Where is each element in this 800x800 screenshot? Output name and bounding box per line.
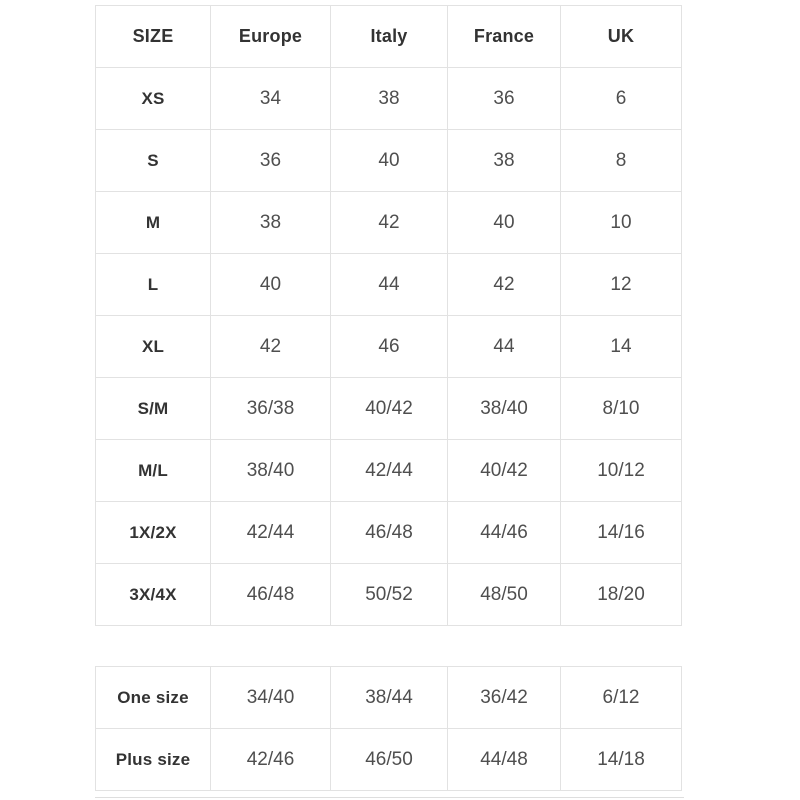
value-cell: 10 bbox=[561, 192, 682, 254]
value-cell: 34 bbox=[211, 68, 331, 130]
value-cell: 42 bbox=[211, 316, 331, 378]
value-cell: 40 bbox=[448, 192, 561, 254]
value-cell: 38/40 bbox=[211, 440, 331, 502]
value-cell: 42/44 bbox=[211, 502, 331, 564]
size-label-cell: L bbox=[96, 254, 211, 316]
value-cell: 46/48 bbox=[331, 502, 448, 564]
value-cell: 42/44 bbox=[331, 440, 448, 502]
header-row bbox=[96, 6, 682, 68]
table-row bbox=[96, 729, 682, 791]
special-sizes-table-container bbox=[95, 666, 682, 791]
table-row bbox=[96, 564, 682, 626]
value-cell: 6 bbox=[561, 68, 682, 130]
table-row bbox=[96, 667, 682, 729]
special-sizes-table bbox=[95, 666, 682, 791]
value-cell: 44 bbox=[448, 316, 561, 378]
value-cell: 34/40 bbox=[211, 667, 331, 729]
value-cell: 10/12 bbox=[561, 440, 682, 502]
bottom-shadow-divider bbox=[95, 797, 684, 798]
value-cell: 14/16 bbox=[561, 502, 682, 564]
value-cell: 46/48 bbox=[211, 564, 331, 626]
value-cell: 44/46 bbox=[448, 502, 561, 564]
header-cell-france: France bbox=[448, 6, 561, 68]
value-cell: 36/38 bbox=[211, 378, 331, 440]
value-cell: 8/10 bbox=[561, 378, 682, 440]
value-cell: 36/42 bbox=[448, 667, 561, 729]
header-cell-uk: UK bbox=[561, 6, 682, 68]
table-row bbox=[96, 316, 682, 378]
value-cell: 38/40 bbox=[448, 378, 561, 440]
value-cell: 36 bbox=[448, 68, 561, 130]
value-cell: 14/18 bbox=[561, 729, 682, 791]
size-label-cell: M/L bbox=[96, 440, 211, 502]
value-cell: 18/20 bbox=[561, 564, 682, 626]
value-cell: 12 bbox=[561, 254, 682, 316]
value-cell: 38 bbox=[211, 192, 331, 254]
size-label-cell: M bbox=[96, 192, 211, 254]
value-cell: 46 bbox=[331, 316, 448, 378]
size-label-cell: XL bbox=[96, 316, 211, 378]
value-cell: 48/50 bbox=[448, 564, 561, 626]
value-cell: 46/50 bbox=[331, 729, 448, 791]
table-row bbox=[96, 130, 682, 192]
value-cell: 42 bbox=[448, 254, 561, 316]
table-row bbox=[96, 440, 682, 502]
table-row bbox=[96, 378, 682, 440]
value-cell: 50/52 bbox=[331, 564, 448, 626]
size-label-cell: 3X/4X bbox=[96, 564, 211, 626]
standard-sizes-table bbox=[95, 5, 682, 626]
standard-sizes-table-container bbox=[95, 5, 682, 626]
value-cell: 38 bbox=[331, 68, 448, 130]
value-cell: 38/44 bbox=[331, 667, 448, 729]
size-label-cell: S/M bbox=[96, 378, 211, 440]
value-cell: 8 bbox=[561, 130, 682, 192]
value-cell: 44/48 bbox=[448, 729, 561, 791]
value-cell: 38 bbox=[448, 130, 561, 192]
size-label-cell: S bbox=[96, 130, 211, 192]
value-cell: 44 bbox=[331, 254, 448, 316]
value-cell: 40/42 bbox=[448, 440, 561, 502]
table-row bbox=[96, 502, 682, 564]
size-label-cell: 1X/2X bbox=[96, 502, 211, 564]
value-cell: 42/46 bbox=[211, 729, 331, 791]
header-cell-size: SIZE bbox=[96, 6, 211, 68]
size-label-cell: Plus size bbox=[96, 729, 211, 791]
value-cell: 36 bbox=[211, 130, 331, 192]
value-cell: 6/12 bbox=[561, 667, 682, 729]
size-label-cell: One size bbox=[96, 667, 211, 729]
header-cell-europe: Europe bbox=[211, 6, 331, 68]
table-row bbox=[96, 254, 682, 316]
size-label-cell: XS bbox=[96, 68, 211, 130]
value-cell: 40 bbox=[331, 130, 448, 192]
value-cell: 42 bbox=[331, 192, 448, 254]
table-row bbox=[96, 68, 682, 130]
value-cell: 40 bbox=[211, 254, 331, 316]
table-row bbox=[96, 192, 682, 254]
value-cell: 14 bbox=[561, 316, 682, 378]
header-cell-italy: Italy bbox=[331, 6, 448, 68]
value-cell: 40/42 bbox=[331, 378, 448, 440]
